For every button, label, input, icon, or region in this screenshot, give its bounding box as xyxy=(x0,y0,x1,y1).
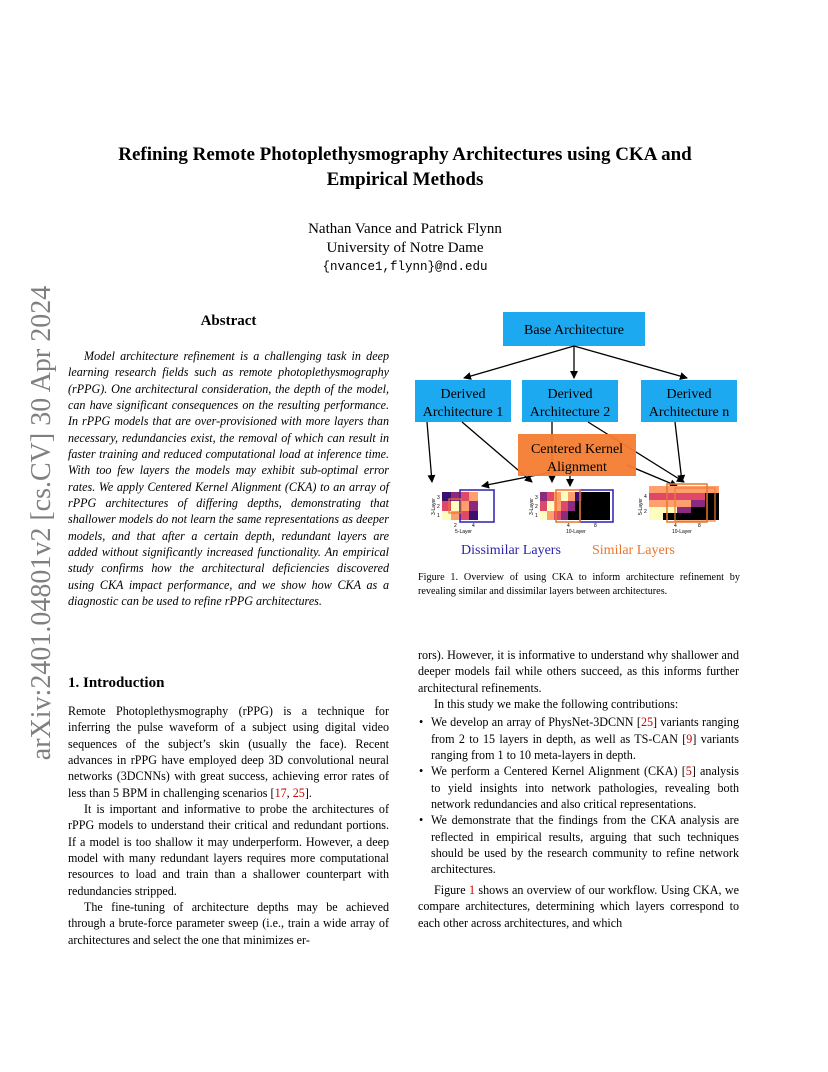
heatmap-cell xyxy=(540,492,547,501)
paper-title: Refining Remote Photoplethysmography Architectures using CKA and Empirical Methods xyxy=(118,144,692,190)
heatmap-ylabel: 5-Layer xyxy=(638,498,644,515)
list-item xyxy=(431,763,739,812)
derived-1-line2: Architecture 1 xyxy=(422,405,504,420)
list-item xyxy=(431,714,739,763)
heatmap-xtick: 8 xyxy=(594,523,597,529)
intro-paragraph-1 xyxy=(68,703,389,801)
p3-text: Figure xyxy=(434,882,469,897)
heatmap-cell xyxy=(442,511,451,520)
email: {nvance1,flynn}@nd.edu xyxy=(322,260,488,274)
heatmap-ylabel: 3-Layer xyxy=(431,498,437,515)
dissimilar-layers-label: Dissimilar Layers xyxy=(461,543,561,558)
heatmap-ytick: 3 xyxy=(437,495,440,501)
heatmap-cell xyxy=(442,492,451,501)
heatmap-cell xyxy=(568,492,575,501)
arrow xyxy=(464,346,574,378)
abstract-text: Model architecture refinement is a challenging task in deep learning research fields such as remote photoplethysmography (rPPG). One architectural consideration, the depth of the model, can have significant consequences on the resulting performance. In rPPG models that are over-provisioned with more layers than necessary, redundancies exist, the removal of which can result in faster training and reduced computational load at inference time. With too few layers the models may exhibit sub-optimal error rates. We apply Centered Kernel Alignment (CKA) to an array of rPPG architectures of differing depths, demonstrating that shallower models do not learn the same representations as deeper models, and that after a certain depth, redundant layers are added without significantly increased functionality. An empirical study confirms how the architectural deficiencies discovered using CKA impact performance, and we show how CKA as a diagnostic can be used to refine rPPG architectures. xyxy=(68,349,389,609)
authors: Nathan Vance and Patrick Flynn xyxy=(308,221,502,237)
intro-paragraph-2: It is important and informative to probe the architectures of rPPG models to understand their critical and redundant portions. If a model is too shallow it may underperform. However, a deep model with many redundant layers requires more computational resources to load and train than a shallower counterpart with redundancies stripped. xyxy=(68,802,389,898)
arxiv-identifier-text: arXiv:2401.04801v2 [cs.CV] 30 Apr 2024 xyxy=(26,285,57,761)
citation[interactable]: 17 xyxy=(274,785,287,800)
caption-text: Overview of using CKA to inform architecture refinement by revealing similar and dissimilar layers between architectures. xyxy=(418,572,740,597)
list-text: ] variants ranging from 1 to 10 meta-layers in depth. xyxy=(431,731,739,763)
heatmap-ytick: 1 xyxy=(437,513,440,519)
heatmap-cell xyxy=(649,507,677,513)
heatmap-ytick: 4 xyxy=(644,494,647,500)
heatmap-cell xyxy=(554,501,561,511)
heatmap-cell xyxy=(568,501,575,511)
heatmap-5-vs-10 xyxy=(638,484,719,535)
heatmap-cell xyxy=(554,492,561,501)
heatmap-cell xyxy=(649,513,663,520)
list-item: • We demonstrate that the findings from the CKA analysis are reflected in empirical results, arguing that such techniques should be used by the research community to refine network architectures. xyxy=(431,812,739,877)
derived-1-line1: Derived xyxy=(440,387,486,402)
citation[interactable]: 5 xyxy=(685,764,692,779)
citation[interactable]: 9 xyxy=(686,731,693,746)
heatmap-cell xyxy=(649,486,719,493)
heatmap-xtick: 4 xyxy=(674,523,677,529)
abstract-heading: Abstract xyxy=(200,313,257,329)
heatmap-cell xyxy=(451,501,460,511)
heatmap-cell xyxy=(547,501,554,511)
heatmap-xtick: 4 xyxy=(472,523,475,529)
heatmap-3-vs-10 xyxy=(529,490,613,535)
heatmap-cell xyxy=(451,492,460,501)
intro-p1-text: Remote Photoplethysmography (rPPG) is a technique for inferring the pulse waveform of a subject using digital video sequences of the subject’s skin (usually the face). Recent advances in rPPG have employed deep 3D convolutional neural networks (3DCNNs) with great success, achieving error rates of less than 5 BPM in challenging scenarios [ xyxy=(68,704,389,800)
derived-2-line2: Architecture 2 xyxy=(529,405,611,420)
heatmap-cell xyxy=(554,511,561,520)
author-block xyxy=(200,220,610,277)
affiliation: University of Notre Dame xyxy=(326,240,484,256)
heatmap-xtick: 2 xyxy=(454,523,457,529)
list-text: We develop an array of PhysNet-3DCNN [ xyxy=(431,715,641,730)
derived-2-line1: Derived xyxy=(547,387,593,402)
heatmap-ylabel: 3-Layer xyxy=(529,498,535,515)
heatmap-xtick: 4 xyxy=(567,523,570,529)
figure-reference[interactable]: 1 xyxy=(468,882,475,897)
arxiv-identifier xyxy=(22,285,62,761)
heatmap-cell xyxy=(561,511,568,520)
list-text: We perform a Centered Kernel Alignment (CKA) [ xyxy=(431,764,686,779)
heatmap-ytick: 3 xyxy=(535,495,538,501)
heatmap-cell xyxy=(547,511,554,520)
heatmap-3-vs-5 xyxy=(431,490,494,535)
heatmap-cell xyxy=(691,500,705,507)
heatmap-ytick: 2 xyxy=(535,504,538,510)
arrow xyxy=(427,422,432,482)
list-text: ] variants ranging from 2 to 15 layers in depth, as well as TS-CAN [ xyxy=(431,715,739,746)
caption-label: Figure 1. xyxy=(418,572,459,583)
heatmap-cell xyxy=(469,501,478,511)
heatmap-cell xyxy=(561,501,568,511)
heatmap-cell xyxy=(451,511,460,520)
heatmap-cell xyxy=(677,507,691,513)
citation-sep: , xyxy=(286,785,293,800)
cka-line2: Alignment xyxy=(547,460,607,475)
heatmap-cell xyxy=(442,501,451,511)
citation[interactable]: 25 xyxy=(640,715,654,730)
heatmap-cell xyxy=(547,492,554,501)
intro-text xyxy=(68,703,389,948)
heatmap-cell xyxy=(561,492,568,501)
heatmap-cell xyxy=(469,511,478,520)
derived-n-line1: Derived xyxy=(666,387,712,402)
figure-caption xyxy=(418,571,740,598)
derived-n-line2: Architecture n xyxy=(648,405,730,420)
heatmap-xtick: 8 xyxy=(698,523,701,529)
right-paragraph-2: In this study we make the following contributions: xyxy=(434,697,679,712)
intro-paragraph-3: The fine-tuning of architecture depths may be achieved through a brute-force parameter sweep (i.e., train a wide array of architectures and select the one that minimizes er- xyxy=(68,900,389,947)
similar-layers-label: Similar Layers xyxy=(592,543,675,558)
intro-p1-end: ]. xyxy=(304,785,312,800)
arrow xyxy=(574,346,687,378)
heatmap-cell xyxy=(649,500,691,507)
contributions-list xyxy=(418,714,739,877)
right-paragraph-3 xyxy=(418,882,739,931)
heatmap-ytick: 2 xyxy=(437,504,440,510)
cka-line1: Centered Kernel xyxy=(530,442,624,457)
right-paragraph-1: rors). However, it is informative to understand why shallower and deeper models fail while others succeed, as this informs further architectural refinements. xyxy=(418,648,739,695)
heatmap-ytick: 1 xyxy=(535,513,538,519)
heatmap-xlabel: 10-Layer xyxy=(672,529,692,535)
p3-text: shows an overview of our workflow. Using CKA, we compare architectures, determining which layers correspond to each other across architectures, and which xyxy=(418,882,739,930)
heatmap-cell xyxy=(649,493,705,500)
arrow xyxy=(675,422,682,482)
heatmap-xlabel: 10-Layer xyxy=(566,529,586,535)
base-architecture-label: Base Architecture xyxy=(524,323,624,338)
heatmap-cell xyxy=(575,492,582,501)
intro-heading: 1. Introduction xyxy=(68,675,165,691)
heatmap-xlabel: 5-Layer xyxy=(455,529,472,535)
heatmap-cell xyxy=(469,492,478,501)
heatmap-cell xyxy=(540,511,547,520)
right-column-text xyxy=(418,647,739,931)
heatmap-cell xyxy=(540,501,547,511)
citation[interactable]: 25 xyxy=(292,785,305,800)
heatmap-ytick: 2 xyxy=(644,509,647,515)
figure-1 xyxy=(412,310,747,565)
list-text: ] analysis to yield insights into network pathologies, revealing both network redundancies and also critical representations. xyxy=(431,764,740,812)
